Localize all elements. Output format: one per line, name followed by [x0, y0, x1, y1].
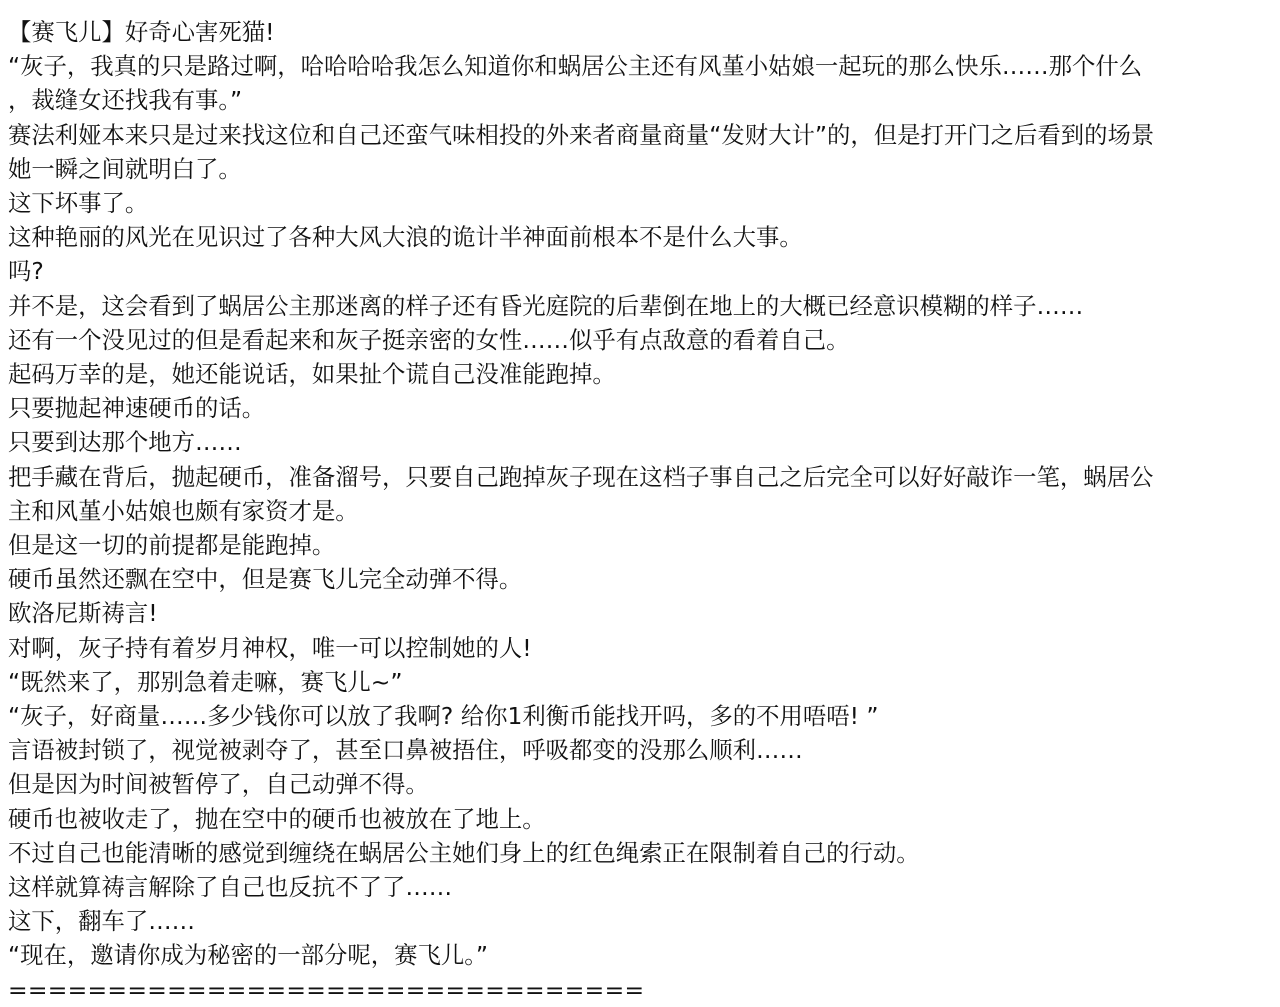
text-line: “现在，邀请你成为秘密的一部分呢，赛飞儿。”: [8, 941, 489, 970]
text-line: 赛法利娅本来只是过来找这位和自己还蛮气味相投的外来者商量商量“发财大计”的，但是打开门之后看到的场景: [8, 120, 1155, 149]
text-line: 硬币虽然还飘在空中，但是赛飞儿完全动弹不得。: [8, 565, 523, 594]
text-line: 这下坏事了。: [8, 189, 149, 218]
text-line: 主和风堇小姑娘也颇有家资才是。: [8, 496, 359, 525]
text-line: 只要到达那个地方……: [8, 428, 242, 457]
text-line: ，裁缝女还找我有事。”: [8, 86, 243, 115]
text-line: 这下，翻车了……: [8, 907, 196, 936]
text-line: 只要抛起神速硬币的话。: [8, 394, 266, 423]
text-line: “灰子，好商量……多少钱你可以放了我啊? 给你1利衡币能找开吗，多的不用唔唔! ”: [8, 702, 879, 731]
text-line: 欧洛尼斯祷言!: [8, 599, 158, 628]
text-line: 不过自己也能清晰的感觉到缠绕在蜗居公主她们身上的红色绳索正在限制着自己的行动。: [8, 838, 920, 867]
text-line: 但是因为时间被暂停了，自己动弹不得。: [8, 770, 429, 799]
text-line: 但是这一切的前提都是能跑掉。: [8, 531, 336, 560]
text-line: 这样就算祷言解除了自己也反抗不了了……: [8, 873, 453, 902]
text-line: 言语被封锁了，视觉被剥夺了，甚至口鼻被捂住，呼吸都变的没那么顺利……: [8, 736, 803, 765]
text-line: “灰子，我真的只是路过啊，哈哈哈哈我怎么知道你和蜗居公主还有风堇小姑娘一起玩的那么快乐……那个什么: [8, 52, 1143, 81]
text-line: 这种艳丽的风光在见识过了各种大风大浪的诡计半神面前根本不是什么大事。: [8, 223, 803, 252]
text-line: 还有一个没见过的但是看起来和灰子挺亲密的女性……似乎有点敌意的看着自己。: [8, 325, 850, 354]
text-line: 【赛飞儿】好奇心害死猫!: [8, 18, 275, 46]
text-line: 吗?: [8, 257, 44, 286]
section-divider: ================================: [8, 975, 645, 1004]
text-line: 起码万幸的是，她还能说话，如果扯个谎自己没准能跑掉。: [8, 360, 616, 389]
text-line: 她一瞬之间就明白了。: [8, 154, 242, 183]
text-line: 硬币也被收走了，抛在空中的硬币也被放在了地上。: [8, 804, 546, 833]
text-line: 对啊，灰子持有着岁月神权，唯一可以控制她的人!: [8, 633, 532, 662]
text-line: 并不是，这会看到了蜗居公主那迷离的样子还有昏光庭院的后辈倒在地上的大概已经意识模糊的样子……: [8, 291, 1084, 320]
text-line: “既然来了，那别急着走嘛，赛飞儿~”: [8, 667, 403, 696]
text-line: 把手藏在背后，抛起硬币，准备溜号，只要自己跑掉灰子现在这档子事自己之后完全可以好好敲诈一笔，蜗居公: [8, 462, 1154, 491]
